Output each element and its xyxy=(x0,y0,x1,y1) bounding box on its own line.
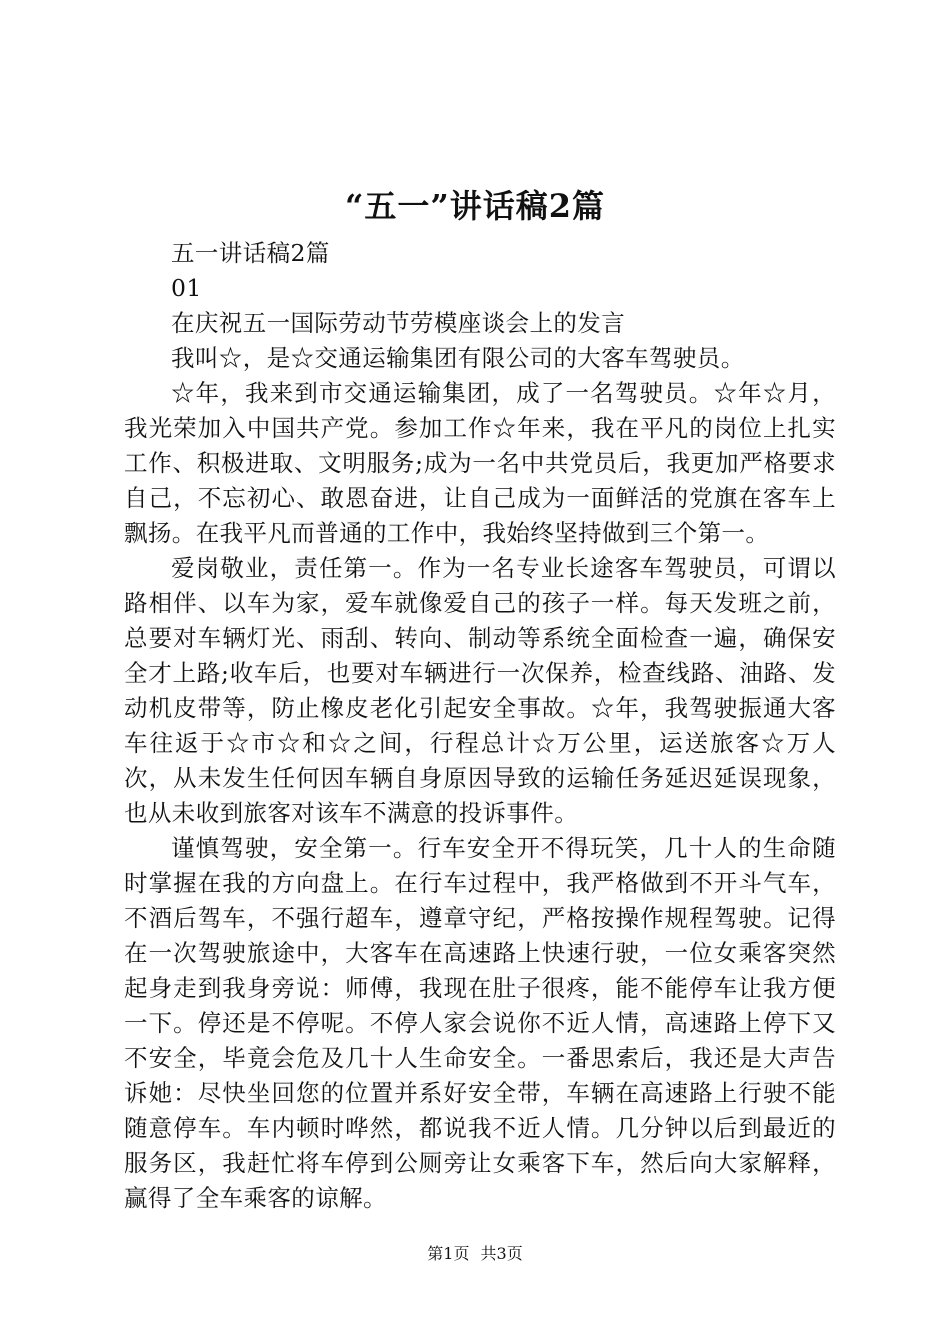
paragraph-speech-heading: 在庆祝五一国际劳动节劳模座谈会上的发言 xyxy=(171,309,626,337)
page-total: 共3页 xyxy=(480,1244,523,1263)
paragraph-subtitle: 五一讲话稿2篇 xyxy=(171,239,330,267)
paragraph-introduction: 我叫☆，是☆交通运输集团有限公司的大客车驾驶员。 xyxy=(171,344,745,372)
paragraph-responsibility: 爱岗敬业，责任第一。作为一名专业长途客车驾驶员，可谓以路相伴、以车为家，爱车就像爱自己的孩子一样。每天发班之前，总要对车辆灯光、雨刮、转向、制动等系统全面检查一遍，确保安全才上路;收车后，也要对车辆进行一次保养，检查线路、油路、发动机皮带等，防止橡皮老化引起安全事故。☆年，我驾驶振通大客车往返于☆市☆和☆之间，行程总计☆万公里，运送旅客☆万人次，从未发生任何因车辆自身原因导致的运输任务延迟延误现象，也从未收到旅客对该车不满意的投诉事件。 xyxy=(124,554,836,827)
document-body xyxy=(124,236,836,1216)
page-number: 第1页 xyxy=(427,1244,470,1263)
paragraph-section-number: 01 xyxy=(171,274,202,302)
paragraph-background: ☆年，我来到市交通运输集团，成了一名驾驶员。☆年☆月，我光荣加入中国共产党。参加工作☆年来，我在平凡的岗位上扎实工作、积极进取、文明服务;成为一名中共党员后，我更加严格要求自己，不忘初心、敢恩奋进，让自己成为一面鲜活的党旗在客车上飘扬。在我平凡而普通的工作中，我始终坚持做到三个第一。 xyxy=(124,379,836,547)
page-footer xyxy=(0,1242,950,1266)
document-title: “五一”讲话稿2篇 xyxy=(344,187,606,225)
paragraph-safety: 谨慎驾驶，安全第一。行车安全开不得玩笑，几十人的生命随时掌握在我的方向盘上。在行车过程中，我严格做到不开斗气车，不酒后驾车，不强行超车，遵章守纪，严格按操作规程驾驶。记得在一次驾驶旅途中，大客车在高速路上快速行驶，一位女乘客突然起身走到我身旁说：师傅，我现在肚子很疼，能不能停车让我方便一下。停还是不停呢。不停人家会说你不近人情，高速路上停下又不安全，毕竟会危及几十人生命安全。一番思索后，我还是大声告诉她：尽快坐回您的位置并系好安全带，车辆在高速路上行驶不能随意停车。车内顿时哗然，都说我不近人情。几分钟以后到最近的服务区，我赶忙将车停到公厕旁让女乘客下车，然后向大家解释，赢得了全车乘客的谅解。 xyxy=(124,834,836,1212)
